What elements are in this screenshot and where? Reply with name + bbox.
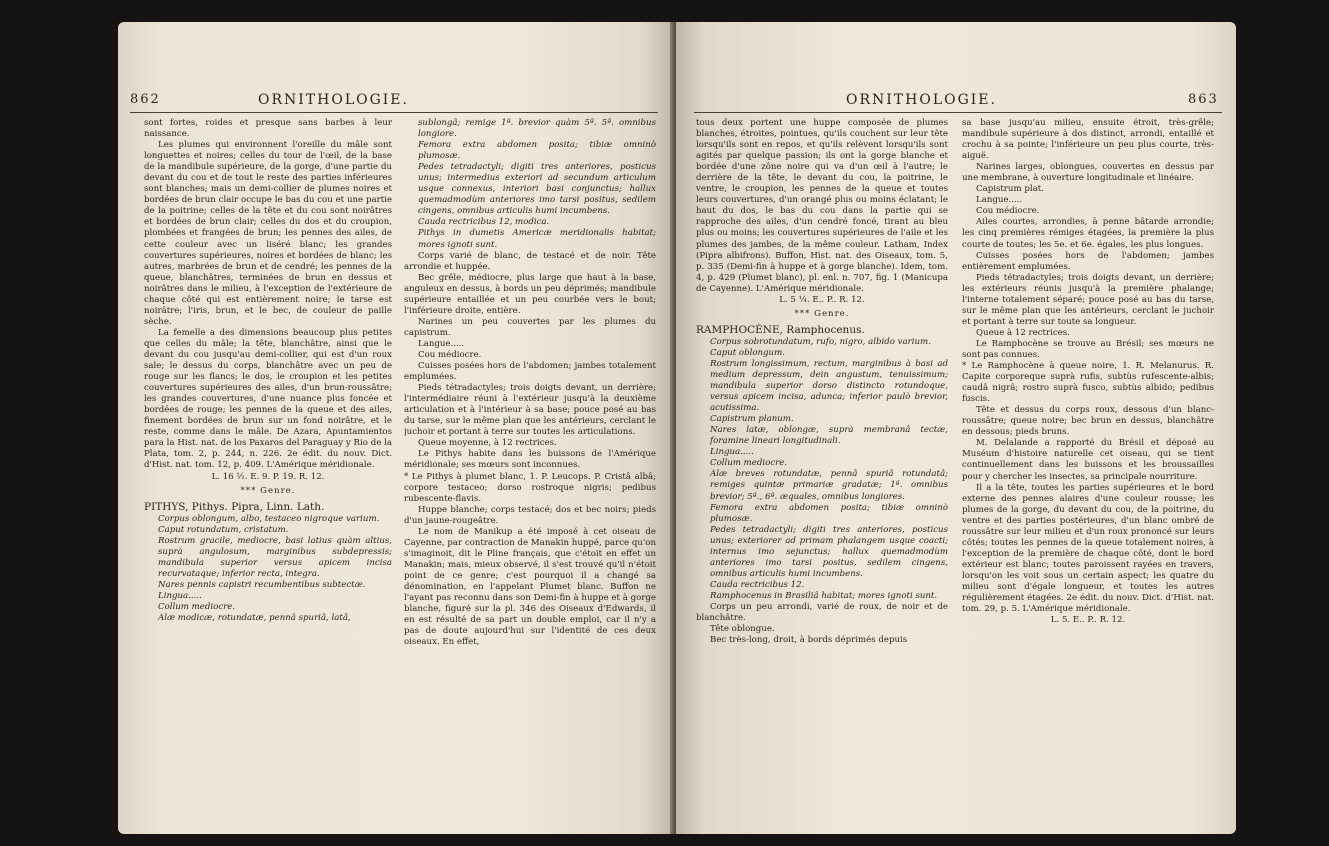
- left-col1-paragraph: Rostrum gracile, mediocre, basi latius quàm altius, suprà angulosum, marginibus subdepressis; mandibula superior versus apicem incisa recurvataque; inferior recta, integra.: [158, 535, 392, 579]
- left-col2-paragraph: Huppe blanche; corps testacé; dos et bec noirs; pieds d'un jaune-rougeâtre.: [404, 504, 656, 526]
- right-col2-paragraph: Tête et dessus du corps roux, dessous d'un blanc-roussâtre; queue noire; bec brun en dessus, blanchâtre en dessous; pieds bruns.: [962, 405, 1214, 438]
- right-col2-paragraph: Queue à 12 rectrices.: [976, 327, 1070, 338]
- right-col1-paragraph: *** Genre.: [794, 308, 850, 319]
- left-col2-paragraph: Bec grêle, médiocre, plus large que haut à la base, anguleux en dessus, à bords un peu déprimés; mandibule supérieure entaillée et un peu courbée vers le bout; l'inférieure droite, entière.: [404, 272, 656, 316]
- left-col2-paragraph: Cuisses posées hors de l'abdomen; jambes totalement emplumées.: [404, 361, 656, 383]
- left-col2-paragraph: Narines un peu couvertes par les plumes du capistrum.: [404, 316, 656, 338]
- right-running-head: ORNITHOLOGIE.: [846, 92, 997, 108]
- left-col1-paragraph: Collum mediocre.: [158, 601, 236, 612]
- left-col1-paragraph: PITHYS, Pithys. Pipra, Linn. Lath.: [144, 500, 325, 513]
- left-col2-paragraph: Langue.....: [418, 338, 465, 349]
- right-header-rule: [694, 112, 1222, 113]
- left-col1-paragraph: Lingua.....: [158, 590, 202, 601]
- right-col2-paragraph: * Le Ramphocène à queue noire, 1. R. Melanurus. R. Capite corporeque suprà rufis, subtùs rufescente-albis; caudâ nigrâ; rostro suprà fusco, subtùs albido; pedibus fuscis.: [962, 361, 1214, 405]
- left-col1-paragraph: Caput rotundatum, cristatum.: [158, 524, 289, 535]
- right-col1-paragraph: Cauda rectricibus 12.: [710, 579, 805, 590]
- left-page: [118, 22, 674, 834]
- right-col2-paragraph: Pieds tétradactyles; trois doigts devant, un derrière; les extérieurs réunis jusqu'à la première phalange; l'interne totalement séparé; pouce posé au bas du tarse, sur le même plan que les antérieurs, cerclant le juchoir et portant à terre sur toute sa longueur.: [962, 272, 1214, 327]
- left-col2-paragraph: Pedes tetradactyli; digiti tres anteriores, posticus unus; intermedius exteriori ad secundum articulum usque connexus, interiori basi conjunctus; hallux quemadmodùm anteriores imo tarsi positus, sedilem cingens, omnibus articulis humi incumbens.: [418, 162, 656, 217]
- left-col1-paragraph: Alæ modicæ, rotundatæ, pennâ spuriâ, latâ,: [158, 613, 351, 624]
- left-col2-paragraph: Pithys in dumetis Americæ meridionalis habitat; mores ignoti sunt.: [418, 228, 656, 250]
- right-col1-paragraph: L. 5 ¼. E.. P.. R. 12.: [779, 294, 865, 305]
- right-col2-paragraph: Cuisses posées hors de l'abdomen; jambes entièrement emplumées.: [962, 250, 1214, 272]
- right-col2-paragraph: Le Ramphocène se trouve au Brésil; ses mœurs ne sont pas connues.: [962, 338, 1214, 360]
- right-col1-paragraph: Alæ breves rotundatæ, pennâ spuriâ rotundatâ; remiges quintæ primariæ gradatæ; 1ª. omnibus brevior; 5ª., 6ª. æquales, omnibus longiores.: [710, 469, 948, 502]
- right-col1-paragraph: Caput oblongum.: [710, 347, 785, 358]
- left-col2-paragraph: Queue moyenne, à 12 rectrices.: [418, 438, 557, 449]
- right-col1-paragraph: Collum mediocre.: [710, 458, 788, 469]
- left-col2-paragraph: Pieds tétradactyles; trois doigts devant, un derrière; l'intermédiaire réuni à l'extérieur jusqu'à la deuxième articulation et à l'intérieur à sa base; pouce posé au bas du tarse, sur le même plan que les antérieurs, cerclant le juchoir et portant à terre sur toutes les articulations.: [404, 383, 656, 438]
- right-col1-paragraph: Rostrum longissimum, rectum, marginibus à basi ad medium depressum, dein angustum, tenuissimum; mandibula superior dorso distincto rotundoque, versus apicem incisa, adunca; inferior paulò brevior, acutissima.: [710, 358, 948, 414]
- right-col2-paragraph: Langue.....: [976, 195, 1023, 206]
- right-col2-paragraph: M. Delalande a rapporté du Brésil et déposé au Muséum d'histoire naturelle cet oiseau, qui se tient continuellement dans les buissons et les broussailles pour y chercher les insectes, sa principale nourriture.: [962, 438, 1214, 482]
- right-col1-paragraph: Bec très-long, droit, à bords déprimés depuis: [710, 635, 908, 646]
- left-col2-paragraph: sublongâ; remige 1ª. brevior quàm 5ª. 5ª. omnibus longiore.: [418, 118, 656, 140]
- left-column-1: [144, 118, 392, 818]
- right-col2-paragraph: L. 5. E.. P.. R. 12.: [1050, 615, 1126, 626]
- left-col2-paragraph: * Le Pithys à plumet blanc, 1. P. Leucops. P. Cristâ albâ; corpore testaceo; dorso rostroque nigris; pedibus rubescente-flavis.: [404, 471, 656, 504]
- right-col2-paragraph: Narines larges, oblongues, couvertes en dessus par une membrane, à ouverture longitudinale et linéaire.: [962, 162, 1214, 184]
- left-col2-paragraph: Cou médiocre.: [418, 349, 482, 360]
- left-running-head: ORNITHOLOGIE.: [258, 92, 409, 108]
- right-page: [676, 22, 1236, 834]
- left-col1-paragraph: *** Genre.: [240, 485, 296, 496]
- right-col2-paragraph: Cou médiocre.: [976, 206, 1040, 217]
- left-col1-paragraph: Corpus oblongum, albo, testaceo nigroque varium.: [158, 513, 380, 524]
- left-col1-paragraph: sont fortes, roides et presque sans barbes à leur naissance.: [144, 118, 392, 140]
- right-col2-paragraph: Ailes courtes, arrondies, à penne bâtarde arrondie; les cinq premières rémiges étagées, la première la plus courte de toutes; les 5e. et 6e. égales, les plus longues.: [962, 217, 1214, 250]
- right-col1-paragraph: Femora extra abdomen posita; tibiæ omninò plumosæ.: [710, 502, 948, 524]
- left-header-rule: [130, 112, 658, 113]
- right-col1-paragraph: Corpus sobrotundatum, rufo, nigro, albido varium.: [710, 336, 931, 347]
- left-col2-paragraph: Le nom de Manikup a été imposé à cet oiseau de Cayenne, par contraction de Manakin huppé, parce qu'on s'imaginoit, dit le Pline français, que c'étoit en effet un Manakin; mais, mieux observé, il s'est trouvé qu'il n'étoit point de ce genre; c'est pourquoi il a changé sa dénomination, en l'appelant Plumet blanc. Buffon ne l'ayant pas reconnu dans son Demi-fin à huppe et à gorge blanche, figuré sur la pl. 346 des Oiseaux d'Edwards, il en est résulté de sa part un double emploi, car il n'y a pas de doute aujourd'hui sur l'identité de ces deux oiseaux. En effet,: [404, 526, 656, 648]
- right-col1-paragraph: Tête oblongue.: [710, 624, 775, 635]
- left-col1-paragraph: Les plumes qui environnent l'oreille du mâle sont longuettes et noires; celles du tour de l'œil, de la base de la mandibule supérieure, de la gorge, d'une partie du devant du cou et de tout le reste des parties inférieures sont blanches; mais un demi-collier de plumes noires et bordées de brun clair occupe le bas du cou et une partie de la poitrine; celles de la tête et du cou sont noirâtres et bordées de brun clair; celles du dos et du croupion, plombées et frangées de brun; les pennes des ailes, de cette couleur avec un liséré blanc; les grandes couvertures supérieures, noires et bordées de blanc; les autres, marbrées de brun et de cendré; les pennes de la queue, blanchâtres, terminées de brun en dessus et noirâtres dans le milieu, à l'exception de l'extérieure de chaque côté qui est entièrement noire; le tarse est noirâtre; l'iris, brun, et le bec, de couleur de paille sèche.: [144, 140, 392, 327]
- right-col1-paragraph: Nares latæ, oblongæ, suprà membranâ tectæ, foramine lineari longitudinali.: [710, 425, 948, 447]
- right-col1-paragraph: tous deux portent une huppe composée de plumes blanches, étroites, pointues, qu'ils couchent sur leur tête lorsqu'ils sont en repos, et qu'ils relèvent lorsqu'ils sont agités par quelque passion; ils ont la gorge blanche et bordée d'une zône noire qui va d'un œil à l'autre; le derrière de la tête, le devant du cou, la poitrine, le ventre, le croupion, les pennes de la queue et toutes leurs couvertures, d'un orangé plus ou moins éclatant; le haut du dos, le bas du cou dans la partie qui se rapproche des ailes, d'un cendré foncé, tirant au bleu plus ou moins; les couvertures supérieures de l'aile et les plumes des jambes, de la même couleur. Latham, Index (Pipra albifrons). Buffon, Hist. nat. des Oiseaux, tom. 5, p. 335 (Demi-fin à huppe et à gorge blanche). Idem, tom. 4, p. 429 (Plumet blanc), pl. enl. n. 707, fig. 1 (Manicupa de Cayenne). L'Amérique méridionale.: [696, 118, 948, 294]
- left-col2-paragraph: Le Pithys habite dans les buissons de l'Amérique méridionale; ses mœurs sont inconnues.: [404, 449, 656, 471]
- right-col1-paragraph: RAMPHOCÈNE, Ramphocenus.: [696, 323, 865, 336]
- right-col2-paragraph: Il a la tête, toutes les parties supérieures et le bord externe des pennes alaires d'une couleur rousse; les plumes de la gorge, du devant du cou, de la poitrine, du ventre et des parties postérieures, d'un blanc ombré de roussâtre sur leur milieu et d'un roux prononcé sur leurs côtés; toutes les pennes de la queue totalement noires, à l'exception de la première de chaque côté, dont le bord extérieur est blanc; toutes paroissent rayées en travers, lorsqu'on les voit sous un certain aspect; les quatre du milieu sont d'égale longueur, et toutes les autres régulièrement étagées. 2e édit. du nouv. Dict. d'Hist. nat. tom. 29, p. 5. L'Amérique méridionale.: [962, 482, 1214, 615]
- right-column-1: [696, 118, 948, 818]
- left-col1-paragraph: Nares pennis capistri recumbentibus subtectæ.: [158, 579, 366, 590]
- right-column-2: [962, 118, 1214, 818]
- left-page-number: 862: [130, 92, 161, 107]
- right-page-number: 863: [1188, 92, 1219, 107]
- right-col1-paragraph: Pedes tetradactyli; digiti tres anteriores, posticus unus; exteriorer ad primam phalangem usque coacti; internus imo sejunctus; hallux quemadmodùm anteriores imo tarsi positus, sedilem cingens, omnibus articulis humi incumbens.: [710, 524, 948, 579]
- right-col1-paragraph: Corps un peu arrondi, varié de roux, de noir et de blanchâtre.: [696, 601, 948, 624]
- left-col2-paragraph: Cauda rectricibus 12, modica.: [418, 217, 550, 228]
- right-col2-paragraph: Capistrum plat.: [976, 184, 1044, 195]
- left-col1-paragraph: La femelle a des dimensions beaucoup plus petites que celles du mâle; la tête, blanchâtre, ainsi que le devant du cou jusqu'au demi-collier, qui est d'un roux sale; le dessus du corps, blanchâtre avec un peu de rouge sur les flancs; le dos, le croupion et les petites couvertures supérieures des ailes, d'un brun-roussâtre; les grandes couvertures, d'une nuance plus foncée et bordées de rouge; les pennes de la queue et des ailes, finement bordées de brun sur un fond noirâtre, et le reste, comme dans le mâle. De Azara, Apuntamientos para la Hist. nat. de los Paxaros del Paraguay y Rio de la Plata, tom. 2, p. 244, n. 226. 2e édit. du nouv. Dict. d'Hist. nat. tom. 12, p. 409. L'Amérique méridionale.: [144, 327, 392, 471]
- left-col1-paragraph: L. 16 ½. E. 9. P. 19. R. 12.: [211, 471, 325, 482]
- left-col2-paragraph: Corps varié de blanc, de testacé et de noir. Tête arrondie et huppée.: [404, 250, 656, 272]
- right-col2-paragraph: sa base jusqu'au milieu, ensuite étroit, très-grêle; mandibule supérieure à dos distinct, arrondi, entaillé et crochu à sa pointe; l'inférieure un peu plus courte, très-aiguë.: [962, 118, 1214, 162]
- right-col1-paragraph: Capistrum planum.: [710, 414, 794, 425]
- right-col1-paragraph: Lingua.....: [710, 447, 754, 458]
- right-col1-paragraph: Ramphocenus in Brasiliâ habitat; mores ignoti sunt.: [710, 590, 938, 601]
- left-col2-paragraph: Femora extra abdomen posita; tibiæ omninò plumosæ.: [418, 140, 656, 162]
- left-column-2: [404, 118, 656, 818]
